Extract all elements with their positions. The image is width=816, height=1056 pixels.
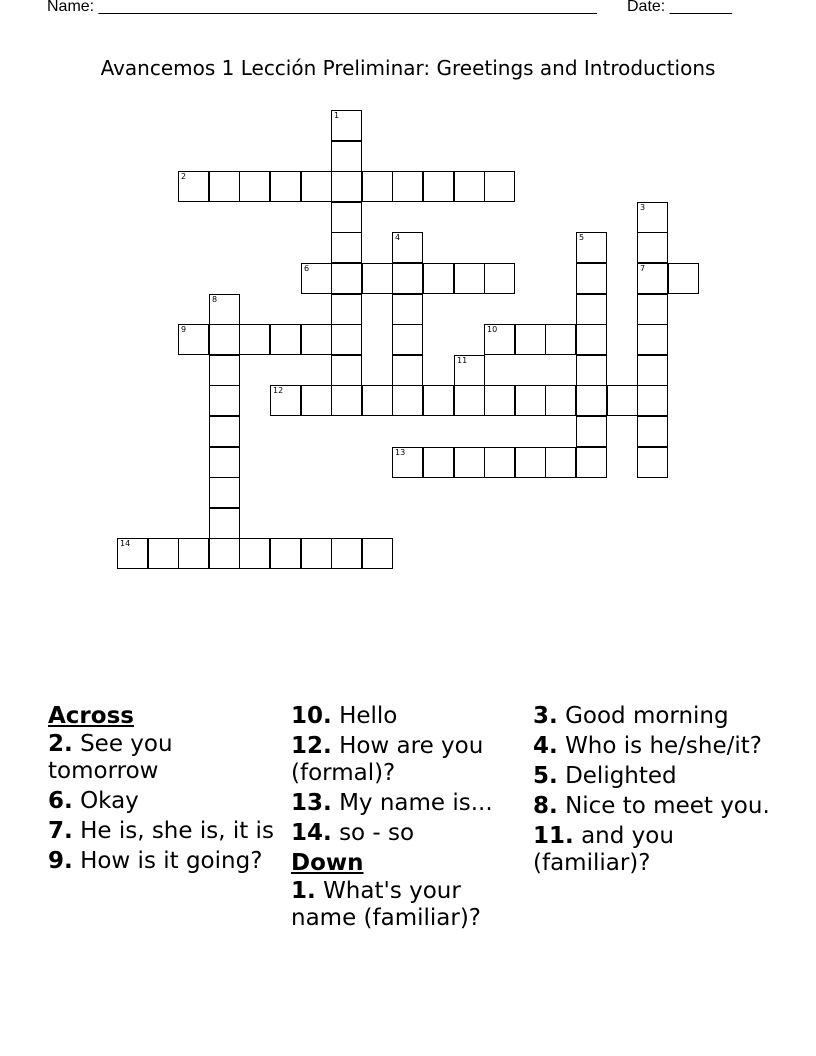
clue-text: What's your name (familiar)? [291,878,482,931]
down-heading: Down [291,850,364,876]
cell-number: 8 [212,295,218,304]
clue-number: 5. [533,763,558,789]
grid-cell[interactable] [331,141,362,172]
grid-cell[interactable] [209,416,240,447]
grid-cell[interactable] [576,355,607,386]
cell-number: 7 [640,264,646,273]
clues-column-3 [533,703,773,880]
grid-cell[interactable] [576,263,607,294]
grid-cell[interactable] [331,263,362,294]
clue-number: 6. [48,788,73,814]
grid-cell[interactable] [392,324,423,355]
grid-cell[interactable] [362,171,393,202]
grid-cell[interactable] [392,171,423,202]
grid-cell[interactable] [331,110,362,141]
grid-cell[interactable] [423,263,454,294]
clue-down-4 [533,733,773,760]
cell-number: 4 [395,233,401,242]
grid-cell[interactable] [545,324,576,355]
grid-cell[interactable] [239,538,270,569]
grid-cell[interactable] [178,538,209,569]
grid-cell[interactable] [454,447,485,478]
clue-down-11 [533,823,773,877]
grid-cell[interactable] [637,355,668,386]
grid-cell[interactable] [362,385,393,416]
clue-text: and you (familiar)? [533,823,674,876]
cell-number: 14 [120,539,131,548]
grid-cell[interactable] [392,263,423,294]
grid-cell[interactable] [301,263,332,294]
cell-number: 12 [273,386,284,395]
clue-number: 12. [291,733,332,759]
grid-cell[interactable] [576,447,607,478]
clue-text: Okay [80,788,139,814]
grid-cell[interactable] [423,447,454,478]
puzzle-title: Avancemos 1 Lección Preliminar: Greetings and Introductions [100,56,716,80]
grid-cell[interactable] [331,355,362,386]
cell-number: 3 [640,203,646,212]
grid-cell[interactable] [209,477,240,508]
clue-number: 3. [533,703,558,729]
cell-number: 9 [181,325,187,334]
grid-cell[interactable] [209,447,240,478]
grid-cell[interactable] [209,171,240,202]
grid-cell[interactable] [270,385,301,416]
cell-number: 11 [457,356,468,365]
grid-cell[interactable] [392,385,423,416]
grid-cell[interactable] [178,171,209,202]
grid-cell[interactable] [423,171,454,202]
clue-across-10 [291,703,531,730]
clue-across-7 [48,818,288,845]
clue-across-9 [48,848,288,875]
grid-cell[interactable] [362,538,393,569]
clue-across-12 [291,733,531,787]
clue-number: 8. [533,793,558,819]
grid-cell[interactable] [637,324,668,355]
grid-cell[interactable] [301,324,332,355]
cell-number: 6 [304,264,310,273]
clue-down-1 [291,878,531,932]
clue-text: Hello [339,703,398,729]
grid-cell[interactable] [637,232,668,263]
grid-cell[interactable] [576,385,607,416]
cell-number: 5 [579,233,585,242]
clue-number: 10. [291,703,332,729]
grid-cell[interactable] [515,447,546,478]
grid-cell[interactable] [392,294,423,325]
clue-text: Good morning [565,703,729,729]
grid-cell[interactable] [392,232,423,263]
grid-cell[interactable] [545,385,576,416]
cell-number: 2 [181,172,187,181]
clue-text: My name is... [339,790,493,816]
grid-cell[interactable] [392,447,423,478]
grid-cell[interactable] [484,324,515,355]
grid-cell[interactable] [637,416,668,447]
grid-cell[interactable] [454,171,485,202]
grid-cell[interactable] [454,385,485,416]
clue-text: How is it going? [80,848,263,874]
grid-cell[interactable] [209,355,240,386]
clue-text: so - so [339,820,415,846]
clue-text: See you tomorrow [48,731,173,784]
clue-number: 7. [48,818,73,844]
grid-cell[interactable] [301,171,332,202]
grid-cell[interactable] [637,263,668,294]
grid-cell[interactable] [607,385,638,416]
clue-number: 4. [533,733,558,759]
clue-down-3 [533,703,773,730]
grid-cell[interactable] [362,263,393,294]
date-field-label: Date: _______ [627,0,732,15]
grid-cell[interactable] [454,355,485,386]
grid-cell[interactable] [209,538,240,569]
grid-cell[interactable] [515,385,546,416]
clue-across-14 [291,820,531,847]
cell-number: 13 [395,448,406,457]
grid-cell[interactable] [576,416,607,447]
grid-cell[interactable] [637,447,668,478]
clue-across-2 [48,731,288,785]
grid-cell[interactable] [331,324,362,355]
grid-cell[interactable] [331,294,362,325]
grid-cell[interactable] [331,232,362,263]
clue-number: 13. [291,790,332,816]
clue-number: 2. [48,731,73,757]
clues-column-2 [291,703,531,935]
clue-text: How are you (formal)? [291,733,484,786]
clue-number: 14. [291,820,332,846]
grid-cell[interactable] [178,324,209,355]
grid-cell[interactable] [331,538,362,569]
grid-cell[interactable] [270,538,301,569]
grid-cell[interactable] [484,385,515,416]
grid-cell[interactable] [545,447,576,478]
grid-cell[interactable] [576,232,607,263]
grid-cell[interactable] [301,385,332,416]
grid-cell[interactable] [331,202,362,233]
clues-column-1 [48,703,288,878]
grid-cell[interactable] [270,324,301,355]
grid-cell[interactable] [515,324,546,355]
grid-cell[interactable] [239,171,270,202]
grid-cell[interactable] [637,202,668,233]
grid-cell[interactable] [301,538,332,569]
grid-cell[interactable] [209,294,240,325]
clue-text: He is, she is, it is [80,818,274,844]
cell-number: 1 [334,111,340,120]
grid-cell[interactable] [637,294,668,325]
grid-cell[interactable] [484,171,515,202]
cell-number: 10 [487,325,498,334]
grid-cell[interactable] [423,385,454,416]
clue-down-8 [533,793,773,820]
grid-cell[interactable] [637,385,668,416]
grid-cell[interactable] [209,385,240,416]
clue-number: 9. [48,848,73,874]
grid-cell[interactable] [484,263,515,294]
clue-number: 1. [291,878,316,904]
clue-text: Delighted [565,763,677,789]
grid-cell[interactable] [331,171,362,202]
name-field-label: Name: ________________________________________________________ [47,0,597,15]
grid-cell[interactable] [454,263,485,294]
clue-number: 11. [533,823,574,849]
clue-down-5 [533,763,773,790]
clue-across-6 [48,788,288,815]
grid-cell[interactable] [239,324,270,355]
grid-cell[interactable] [148,538,179,569]
grid-cell[interactable] [270,171,301,202]
clue-text: Nice to meet you. [565,793,770,819]
grid-cell[interactable] [331,385,362,416]
grid-cell[interactable] [209,324,240,355]
grid-cell[interactable] [576,324,607,355]
clue-across-13 [291,790,531,817]
across-heading: Across [48,703,134,729]
grid-cell[interactable] [392,355,423,386]
clue-text: Who is he/she/it? [565,733,762,759]
grid-cell[interactable] [117,538,148,569]
grid-cell[interactable] [576,294,607,325]
grid-cell[interactable] [209,508,240,539]
grid-cell[interactable] [484,447,515,478]
grid-cell[interactable] [668,263,699,294]
